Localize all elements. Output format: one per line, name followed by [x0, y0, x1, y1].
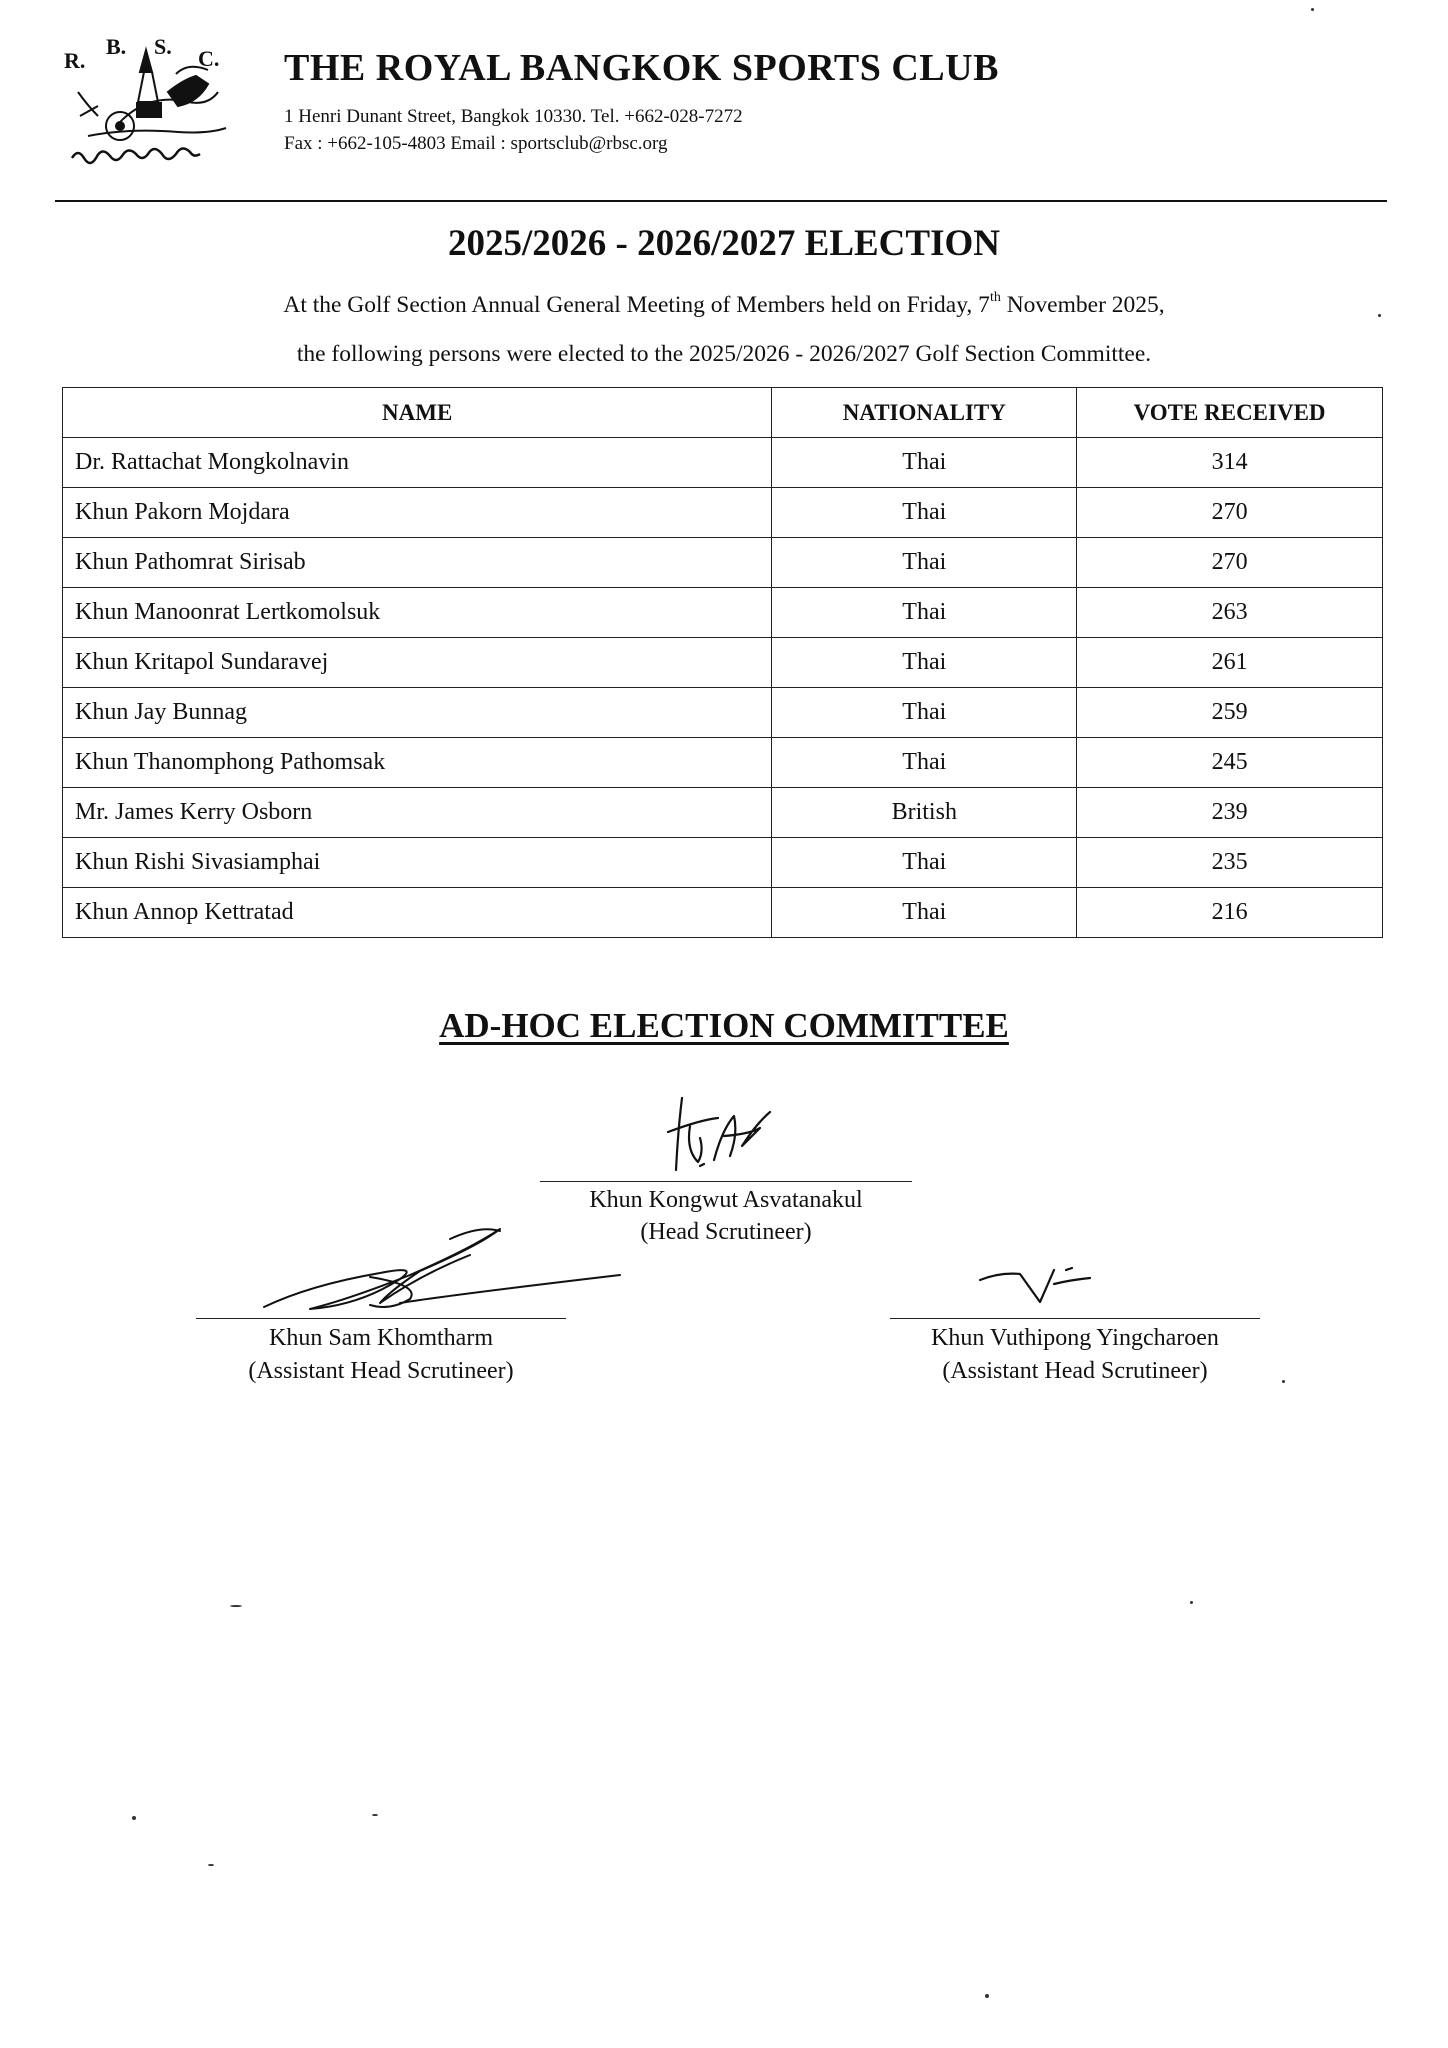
member-name: Dr. Rattachat Mongkolnavin	[63, 438, 772, 488]
member-name: Khun Pathomrat Sirisab	[63, 538, 772, 588]
scan-speck	[132, 1816, 136, 1820]
signature-line	[890, 1318, 1260, 1319]
head-scrutineer-name: Khun Kongwut Asvatanakul	[589, 1187, 863, 1213]
member-name: Khun Annop Kettratad	[63, 888, 772, 938]
club-logo	[58, 32, 238, 172]
member-name: Khun Thanomphong Pathomsak	[63, 738, 772, 788]
member-votes: 261	[1077, 638, 1383, 688]
club-name: THE ROYAL BANGKOK SPORTS CLUB	[284, 47, 999, 89]
member-nationality: Thai	[772, 488, 1077, 538]
head-scrutineer-role: (Head Scrutineer)	[640, 1219, 812, 1245]
table-row	[63, 688, 1383, 738]
intro-text: At the Golf Section Annual General Meeting of Members held on Friday, 7	[283, 292, 990, 318]
svg-text:B.: B.	[106, 34, 127, 59]
assistant-scrutineer-right-signature	[970, 1258, 1130, 1318]
member-name: Khun Rishi Sivasiamphai	[63, 838, 772, 888]
table-row	[63, 888, 1383, 938]
member-votes: 259	[1077, 688, 1383, 738]
member-votes: 270	[1077, 488, 1383, 538]
assistant-scrutineer-right-name: Khun Vuthipong Yingcharoen	[931, 1325, 1219, 1351]
table-row	[63, 438, 1383, 488]
intro-line-2: the following persons were elected to the 2025/2026 - 2026/2027 Golf Section Committee.	[296, 341, 1152, 367]
column-header-votes: VOTE RECEIVED	[1077, 388, 1383, 438]
scan-speck	[1311, 8, 1314, 11]
member-votes: 216	[1077, 888, 1383, 938]
member-nationality: Thai	[772, 688, 1077, 738]
election-title: 2025/2026 - 2026/2027 ELECTION	[448, 223, 1000, 264]
table-row	[63, 538, 1383, 588]
header-divider	[55, 200, 1387, 202]
member-nationality: Thai	[772, 538, 1077, 588]
member-votes: 245	[1077, 738, 1383, 788]
assistant-scrutineer-left-signature	[250, 1215, 630, 1325]
member-nationality: Thai	[772, 888, 1077, 938]
member-votes: 314	[1077, 438, 1383, 488]
member-nationality: Thai	[772, 638, 1077, 688]
column-header-name: NAME	[63, 388, 772, 438]
svg-text:R.: R.	[64, 48, 86, 73]
table-row	[63, 838, 1383, 888]
member-nationality: Thai	[772, 838, 1077, 888]
scan-speck	[1378, 314, 1381, 317]
signature-line	[196, 1318, 566, 1319]
intro-text-date: November 2025,	[1000, 292, 1165, 318]
election-results-table	[62, 387, 1383, 938]
member-nationality: Thai	[772, 588, 1077, 638]
signature-line	[540, 1181, 912, 1182]
club-address: 1 Henri Dunant Street, Bangkok 10330. Tel. +662-028-7272	[284, 106, 743, 127]
member-name: Khun Jay Bunnag	[63, 688, 772, 738]
member-nationality: Thai	[772, 738, 1077, 788]
member-name: Khun Kritapol Sundaravej	[63, 638, 772, 688]
member-votes: 263	[1077, 588, 1383, 638]
column-header-nationality: NATIONALITY	[772, 388, 1077, 438]
assistant-scrutineer-left-role: (Assistant Head Scrutineer)	[248, 1358, 514, 1384]
table-row	[63, 588, 1383, 638]
intro-line-1	[0, 292, 1448, 319]
table-header-row	[63, 388, 1383, 438]
member-nationality: Thai	[772, 438, 1077, 488]
scan-speck	[1190, 1601, 1193, 1604]
head-scrutineer-signature	[660, 1090, 800, 1180]
committee-heading: AD-HOC ELECTION COMMITTEE	[439, 1006, 1009, 1045]
scan-speck	[230, 1605, 242, 1607]
table-row	[63, 738, 1383, 788]
member-votes: 235	[1077, 838, 1383, 888]
table-row	[63, 488, 1383, 538]
member-name: Khun Pakorn Mojdara	[63, 488, 772, 538]
member-votes: 239	[1077, 788, 1383, 838]
table-row	[63, 788, 1383, 838]
scan-speck	[1282, 1380, 1285, 1383]
club-contact: Fax : +662-105-4803 Email : sportsclub@rbsc.org	[284, 133, 668, 154]
member-votes: 270	[1077, 538, 1383, 588]
assistant-scrutineer-left-name: Khun Sam Khomtharm	[269, 1325, 493, 1351]
svg-text:S.: S.	[154, 34, 172, 59]
svg-text:C.: C.	[198, 46, 220, 71]
ordinal-suffix: th	[989, 290, 1001, 305]
member-name: Mr. James Kerry Osborn	[63, 788, 772, 838]
member-nationality: British	[772, 788, 1077, 838]
scan-speck	[208, 1864, 214, 1866]
scan-speck	[372, 1814, 378, 1816]
table-row	[63, 638, 1383, 688]
assistant-scrutineer-right-role: (Assistant Head Scrutineer)	[942, 1358, 1208, 1384]
member-name: Khun Manoonrat Lertkomolsuk	[63, 588, 772, 638]
scan-speck	[985, 1994, 989, 1998]
